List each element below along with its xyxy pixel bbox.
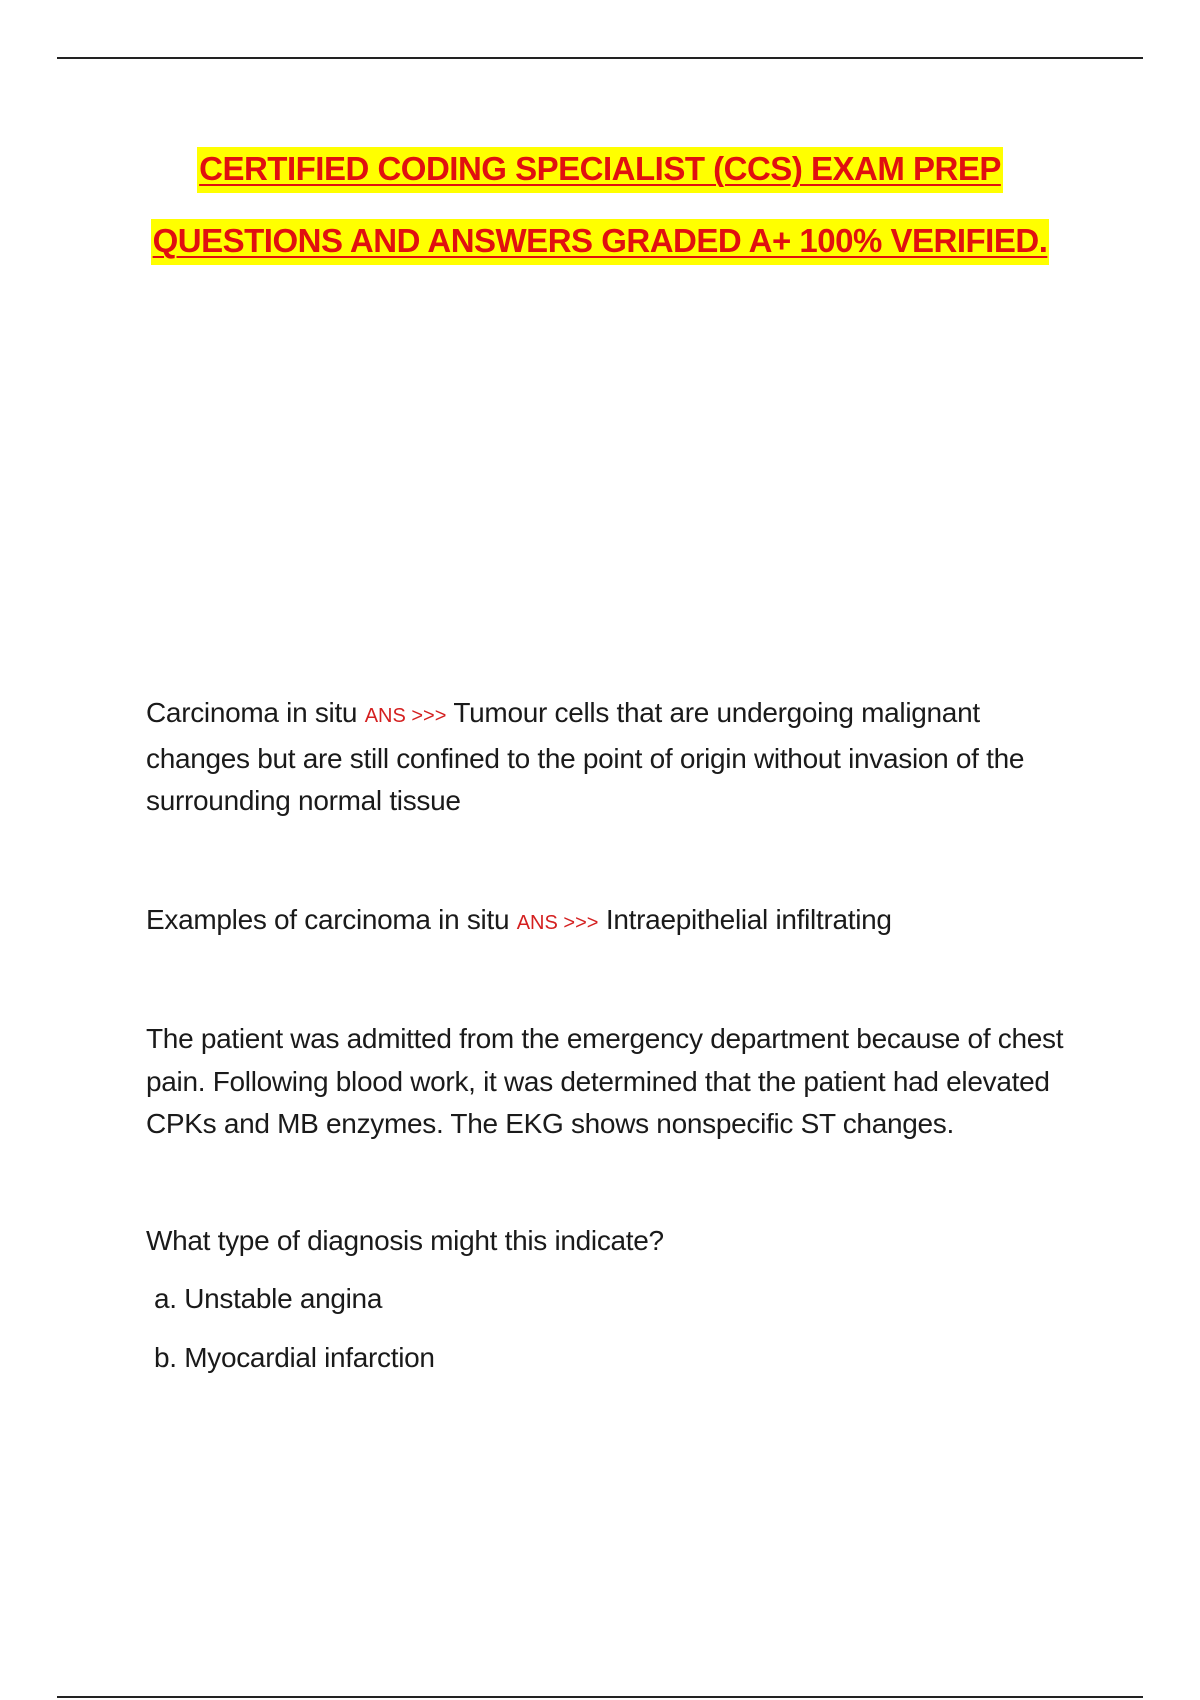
case-question: What type of diagnosis might this indicate? (146, 1224, 664, 1256)
qa-term: Carcinoma in situ (146, 697, 358, 728)
ans-marker: ANS >>> (364, 705, 447, 727)
header-rule (57, 57, 1143, 59)
document-title-line-2 (0, 222, 1200, 260)
qa-answer: Tumour cells that are undergoing malignant changes but are still confined to the point of origin without invasion of the surrounding normal tissue (146, 697, 1025, 816)
document-title-text-2: QUESTIONS AND ANSWERS GRADED A+ 100% VERIFIED. (151, 219, 1050, 265)
answer-option-b: b. Myocardial infarction (154, 1341, 435, 1373)
document-title-text-1: CERTIFIED CODING SPECIALIST (CCS) EXAM PREP (197, 147, 1003, 193)
footer-rule (57, 1696, 1143, 1698)
qa-term: Examples of carcinoma in situ (146, 903, 510, 935)
qa-item (146, 692, 1086, 823)
qa-answer: Intraepithelial infiltrating (605, 903, 892, 935)
answer-option-a: a. Unstable angina (154, 1283, 383, 1314)
case-scenario: The patient was admitted from the emergency department because of chest pain. Following blood work, it was determined that the patient had elevated CPKs and MB enzymes. The EKG shows nonspecific ST changes. (146, 1023, 1064, 1139)
ans-marker: ANS >>> (516, 911, 599, 934)
document-title-line-1 (0, 150, 1200, 188)
document-body (146, 692, 1086, 1395)
qa-item (146, 899, 1086, 945)
